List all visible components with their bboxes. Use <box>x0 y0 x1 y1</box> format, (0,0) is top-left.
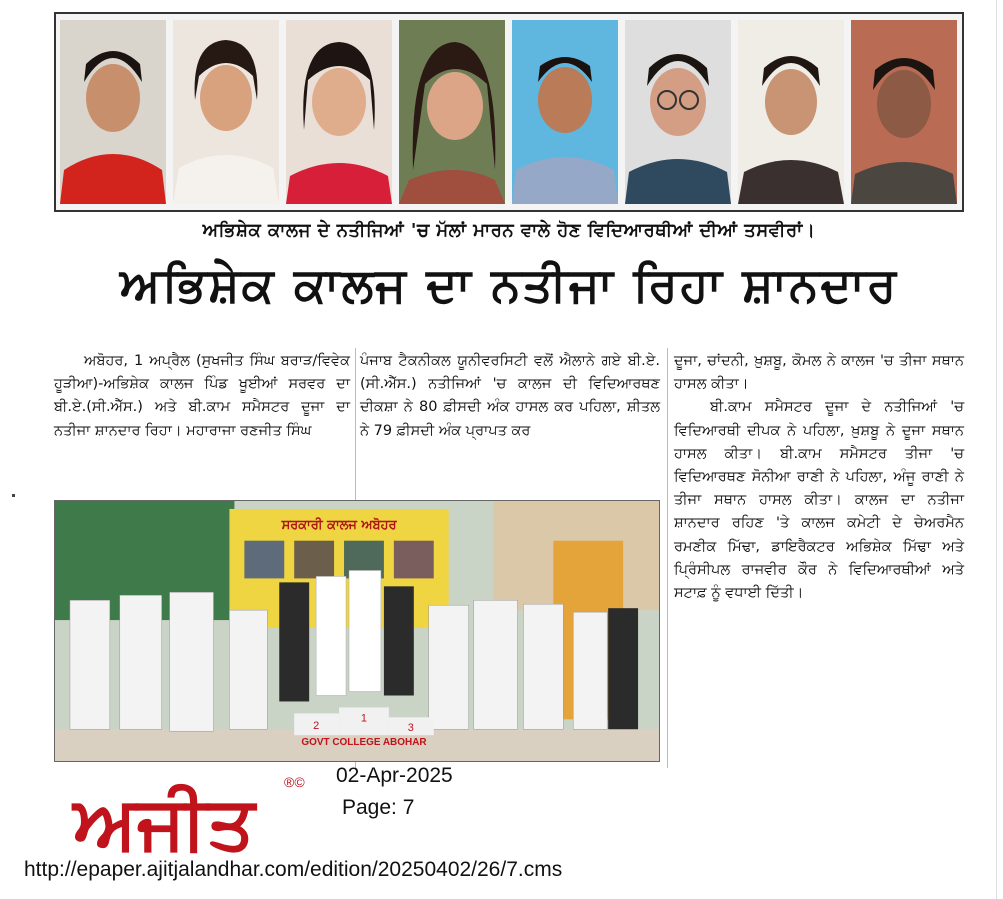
page-number: Page: 7 <box>342 796 415 819</box>
ajit-logo <box>14 772 314 868</box>
headline: ਅਭਿਸ਼ੇਕ ਕਾਲਜ ਦਾ ਨਤੀਜਾ ਰਿਹਾ ਸ਼ਾਨਦਾਰ <box>119 258 899 313</box>
student-photo-3 <box>286 20 392 204</box>
article-column-3 <box>674 350 964 605</box>
article-paragraph: ਬੀ.ਕਾਮ ਸਮੈਸਟਰ ਦੂਜਾ ਦੇ ਨਤੀਜਿਆਂ 'ਚ ਵਿਦਿਆਰਥੀ ਦੀਪਕ ਨੇ ਪਹਿਲਾ, ਖ਼ੁਸ਼ਬੂ ਨੇ ਦੂਜਾ ਸਥਾਨ ਹਾਸਲ ਕੀਤਾ। ਬੀ.ਕਾਮ ਸਮੈਸਟਰ ਤੀਜਾ 'ਚ ਵਿਦਿਆਰਥਣ ਸੋਨੀਆ ਰਾਣੀ ਨੇ ਪਹਿਲਾ, ਅੰਜੂ ਰਾਣੀ ਨੇ ਤੀਜਾ ਸਥਾਨ ਹਾਸਲ ਕੀਤਾ। ਕਾਲਜ ਦਾ ਨਤੀਜਾ ਸ਼ਾਨਦਾਰ ਰਹਿਣ 'ਤੇ ਕਾਲਜ ਕਮੇਟੀ ਦੇ ਚੇਅਰਮੈਨ ਰਮਣੀਕ ਮਿੱਢਾ, ਡਾਇਰੈਕਟਰ ਅਭਿਸ਼ੇਕ ਮਿੱਢਾ ਅਤੇ ਪ੍ਰਿੰਸੀਪਲ ਰਾਜਵੀਰ ਕੌਰ ਨੇ ਵਿਦਿਆਰਥੀਆਂ ਅਤੇ ਸਟਾਫ਼ ਨੂੰ ਵਧਾਈ ਦਿੱਤੀ। <box>674 399 964 601</box>
article-column-2 <box>360 350 660 443</box>
student-photo-6 <box>625 20 731 204</box>
student-photo-1 <box>60 20 166 204</box>
student-photo-strip <box>54 12 964 212</box>
article-paragraph: ਪੰਜਾਬ ਟੈਕਨੀਕਲ ਯੂਨੀਵਰਸਿਟੀ ਵਲੋਂ ਐਲਾਨੇ ਗਏ ਬੀ.ਏ. (ਸੀ.ਐੱਸ.) ਨਤੀਜਿਆਂ 'ਚ ਕਾਲਜ ਦੀ ਵਿਦਿਆਰਥਣ ਦੀਕਸ਼ਾ ਨੇ 80 ਫ਼ੀਸਦੀ ਅੰਕ ਹਾਸਲ ਕਰ ਪਹਿਲਾ, ਸ਼ੀਤਲ ਨੇ 79 ਫ਼ੀਸਦੀ ਅੰਕ ਪ੍ਰਾਪਤ ਕਰ <box>360 353 660 439</box>
podium-text: GOVT COLLEGE ABOHAR <box>301 737 427 749</box>
news-clipping <box>10 8 994 892</box>
student-photo-2 <box>173 20 279 204</box>
student-photo-7 <box>738 20 844 204</box>
student-photo-5 <box>512 20 618 204</box>
article-paragraph: ਦੂਜਾ, ਚਾਂਦਨੀ, ਖ਼ੁਸ਼ਬੂ, ਕੋਮਲ ਨੇ ਕਾਲਜ 'ਚ ਤੀਜਾ ਸਥਾਨ ਹਾਸਲ ਕੀਤਾ। <box>674 353 964 393</box>
podium-number-center: 1 <box>360 712 368 725</box>
podium-number-left: 2 <box>313 720 320 733</box>
edition-date: 02-Apr-2025 <box>336 764 453 787</box>
student-photo-4 <box>399 20 505 204</box>
article-paragraph: ਅਬੋਹਰ, 1 ਅਪ੍ਰੈਲ (ਸੁਖਜੀਤ ਸਿੰਘ ਬਰਾੜ/ਵਿਵੇਕ ਹੂੜੀਆ)-ਅਭਿਸ਼ੇਕ ਕਾਲਜ ਪਿੰਡ ਖੂਈਆਂ ਸਰਵਰ ਦਾ ਬੀ.ਏ.(ਸੀ.ਐੱਸ.) ਅਤੇ ਬੀ.ਕਾਮ ਸਮੈਸਟਰ ਦੂਜਾ ਦਾ ਨਤੀਜਾ ਸ਼ਾਨਦਾਰ ਰਿਹਾ। ਮਹਾਰਾਜਾ ਰਣਜੀਤ ਸਿੰਘ <box>54 353 350 439</box>
photo-caption: ਅਭਿਸ਼ੇਕ ਕਾਲਜ ਦੇ ਨਤੀਜਿਆਂ 'ਚ ਮੱਲਾਂ ਮਾਰਨ ਵਾਲੇ ਹੋਣ ਵਿਦਿਆਰਥੀਆਂ ਦੀਆਂ ਤਸਵੀਰਾਂ। <box>202 220 816 241</box>
student-photo-8 <box>851 20 957 204</box>
podium-number-right: 3 <box>407 722 414 735</box>
column-divider-2 <box>667 348 668 768</box>
registered-marks: ®© <box>284 774 305 790</box>
banner-text: ਸਰਕਾਰੀ ਕਾਲਜ ਅਬੋਹਰ <box>281 517 397 533</box>
page-edge <box>996 0 997 899</box>
event-photo <box>54 500 660 762</box>
logo-text: ਅਜੀਤ <box>73 780 255 866</box>
article-column-1 <box>54 350 350 443</box>
source-url: http://epaper.ajitjalandhar.com/edition/20250402/26/7.cms <box>24 858 563 881</box>
